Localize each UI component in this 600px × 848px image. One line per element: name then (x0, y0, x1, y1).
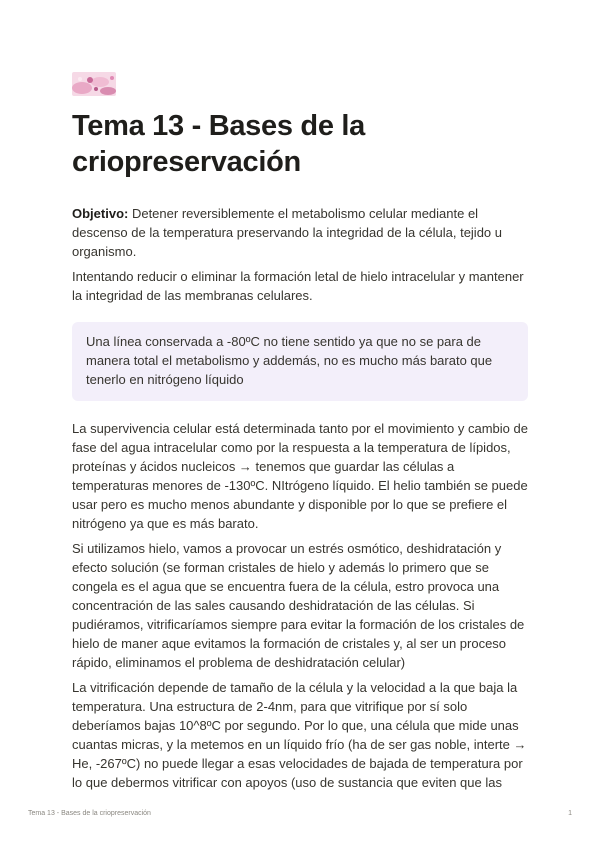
document-body (72, 204, 532, 792)
callout-box (72, 322, 528, 401)
page-title: Tema 13 - Bases de la criopreservación (72, 110, 365, 178)
page-cover-image (72, 72, 116, 96)
paragraph-vitrification: La vitrificación depende de tamaño de la célula y la velocidad a la que baja la temperatura. Una estructura de 2-4nm, para que vitrifique por sí solo deberíamos bajas 10^8ºC por segundo. Por lo que, una célula que mide unas cuantas micras, y la metemos en un líquido frío (ha de ser gas noble, interte → He, -267ºC) no puede llegar a esas velocidades de bajada de temperatura por lo que debermos vitrificar con apoyos (uso de sustancia que eviten que las (72, 680, 527, 790)
callout-text: Una línea conservada a -80ºC no tiene sentido ya que no se para de manera total el metabolismo y addemás, no es mucho más barato que tenerlo en nitrógeno líquido (86, 334, 493, 387)
paragraph-ice-stress: Si utilizamos hielo, vamos a provocar un estrés osmótico, deshidratación y efecto solución (se forman cristales de hielo y además lo primero que se congela es el agua que se encuentra fuera de la célula, estro provoca una concentración de las sales causando deshidratación de las células. Si pudiéramos, vitrificaríamos siempre para evitar la formación de los cristales de hielo de maner aque evitamos la formación de cristales y, al ser un proceso rápido, eliminamos el problema de deshidratación celular) (72, 541, 525, 670)
objective-label: Objetivo: (72, 206, 129, 221)
paragraph-ice-formation: Intentando reducir o eliminar la formación letal de hielo intracelular y mantener la integridad de las membranas celulares. (72, 269, 524, 303)
objective-text: Detener reversiblemente el metabolismo celular mediante el descenso de la temperatura preservando la integridad de la célula, tejido u organismo. (72, 206, 502, 259)
paragraph-cell-survival: La supervivencia celular está determinada tanto por el movimiento y cambio de fase del agua intracelular como por la respuesta a la temperatura de lípidos, proteínas y ácidos nucleicos → tenemos que guardar las células a temperaturas menores de -130ºC. NItrógeno líquido. El helio también se puede usar pero es mucho menos abundante y disponible por lo que se prefiere el nitrógeno ya que es más barato. (72, 421, 528, 531)
footer-page-number: 1 (568, 810, 572, 817)
footer-document-title: Tema 13 - Bases de la criopreservación (28, 810, 151, 817)
objective-paragraph (72, 204, 532, 261)
